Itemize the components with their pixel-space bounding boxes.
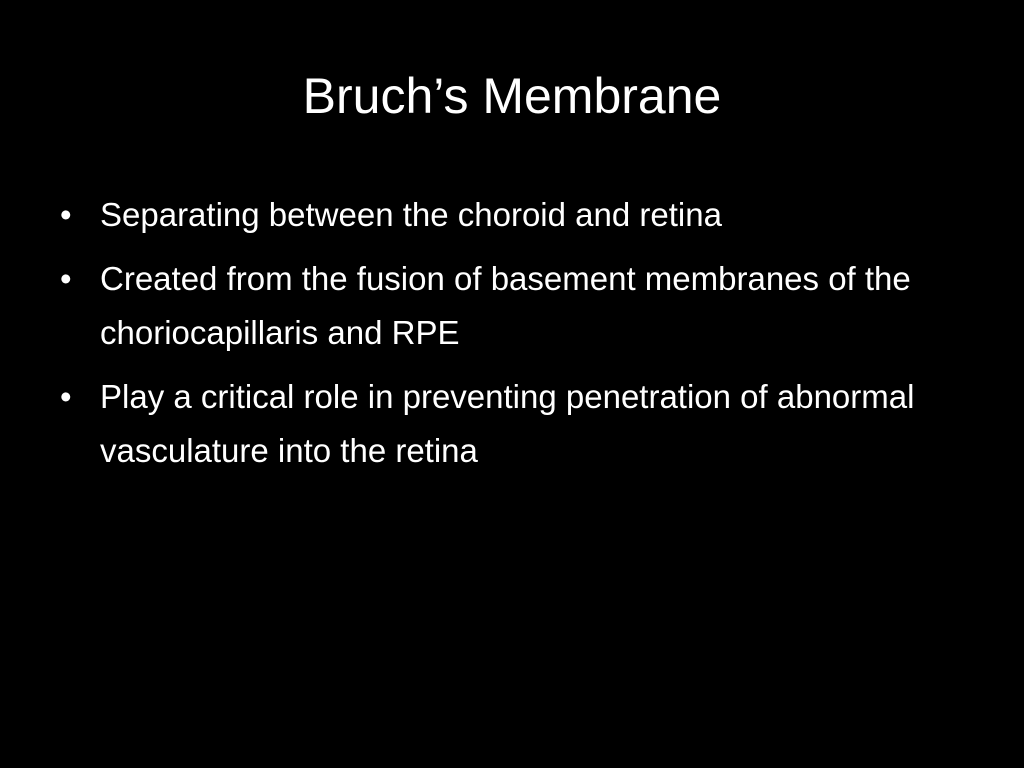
bullet-item [56, 370, 976, 478]
bullet-text: Created from the fusion of basement membranes of the choriocapillaris and RPE [100, 260, 911, 351]
bullet-text: Play a critical role in preventing penetration of abnormal vasculature into the retina [100, 378, 915, 469]
bullet-text: Separating between the choroid and retina [100, 196, 722, 233]
bullet-icon: • [60, 260, 72, 297]
bullet-item [56, 188, 976, 242]
bullet-icon: • [60, 378, 72, 415]
bullet-list [56, 188, 976, 488]
bullet-icon: • [60, 196, 72, 233]
bullet-item [56, 252, 976, 360]
slide-title: Bruch’s Membrane [302, 68, 722, 124]
